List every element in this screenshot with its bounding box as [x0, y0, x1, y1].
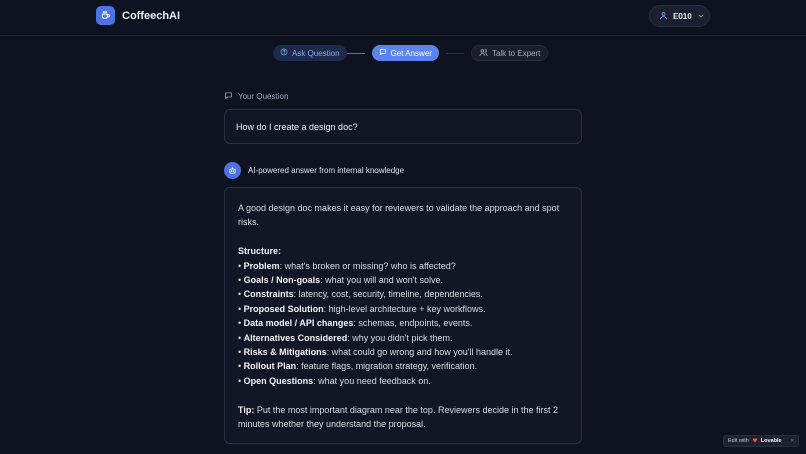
users-icon — [479, 48, 488, 59]
list-item: • Data model / API changes: schemas, endpoints, events. — [238, 318, 473, 329]
user-id: E010 — [673, 11, 692, 21]
app-name: CoffeechAI — [122, 9, 181, 22]
question-section-label — [224, 91, 288, 102]
edit-with-lovable-badge[interactable] — [723, 435, 799, 447]
structure-heading: Structure: — [238, 246, 282, 257]
heart-icon — [752, 437, 758, 445]
list-item: • Goals / Non-goals: what you will and won't solve. — [238, 275, 443, 286]
list-item: • Rollout Plan: feature flags, migration strategy, verification. — [238, 361, 478, 372]
list-item: • Risks & Mitigations: what could go wrong and how you'll handle it. — [238, 347, 513, 358]
list-item: • Problem: what's broken or missing? who is affected? — [238, 260, 456, 271]
answer-header — [224, 162, 404, 179]
answer-source-label: AI-powered answer from internal knowledge — [248, 166, 405, 175]
step-label: Talk to Expert — [491, 48, 541, 58]
question-display — [224, 109, 582, 144]
list-item: • Alternatives Considered: why you didn't pick them. — [238, 332, 453, 343]
list-item: • Open Questions: what you need feedback on. — [238, 375, 431, 386]
user-icon — [659, 7, 668, 25]
top-header — [0, 0, 806, 36]
step-get-answer[interactable] — [372, 45, 439, 61]
user-menu-button[interactable] — [649, 5, 710, 27]
badge-brand: Lovable — [760, 438, 782, 444]
answer-intro: A good design doc makes it easy for reviewers to validate the approach and spot risks. — [238, 203, 560, 228]
step-ask-question[interactable] — [273, 45, 347, 61]
coffee-cup-icon — [96, 6, 115, 25]
progress-stepper — [273, 45, 548, 61]
step-connector — [446, 53, 464, 54]
answer-card — [224, 187, 582, 444]
close-icon[interactable]: × — [790, 438, 794, 444]
list-item: • Proposed Solution: high-level architecture + key workflows. — [238, 303, 486, 314]
step-label: Ask Question — [292, 48, 340, 58]
brand[interactable] — [96, 6, 180, 25]
tip-label: Tip: — [238, 404, 255, 415]
step-talk-to-expert[interactable] — [471, 45, 548, 61]
answer-tip — [238, 403, 568, 432]
message-square-icon — [224, 91, 233, 102]
badge-prefix: Edit with — [728, 438, 749, 444]
help-circle-icon — [280, 48, 288, 58]
tip-text: Put the most important diagram near the top. Reviewers decide in the first 2 minutes whether they understand the proposal. — [238, 404, 558, 430]
question-text: How do I create a design doc? — [236, 121, 358, 132]
step-label: Get Answer — [390, 48, 432, 58]
step-connector — [347, 53, 365, 54]
list-item: • Constraints: latency, cost, security, timeline, dependencies. — [238, 289, 483, 300]
section-label-text: Your Question — [238, 92, 289, 101]
chevron-down-icon — [697, 7, 705, 25]
bot-icon — [224, 162, 241, 179]
message-square-icon — [379, 48, 387, 58]
